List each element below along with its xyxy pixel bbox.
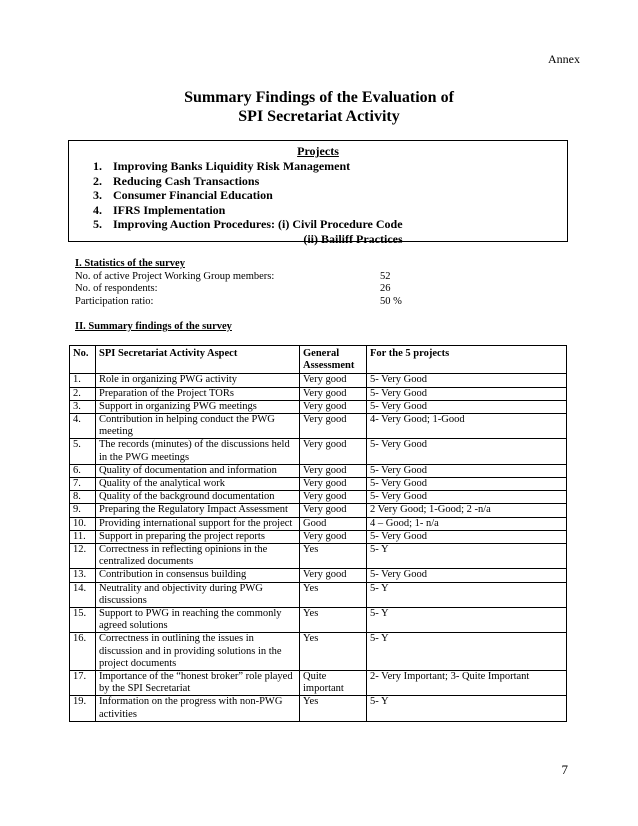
cell-aspect: Role in organizing PWG activity [96,374,300,387]
cell-general-assessment: Very good [300,387,367,400]
cell-projects: 5- Very Good [367,387,567,400]
cell-aspect: Providing international support for the project [96,517,300,530]
cell-aspect: Quality of the background documentation [96,491,300,504]
title-line-1: Summary Findings of the Evaluation of [184,89,454,106]
cell-projects: 5- Very Good [367,569,567,582]
stat-row [75,283,455,296]
table-row [70,530,567,543]
cell-general-assessment: Very good [300,491,367,504]
stat-label: No. of active Project Working Group members: [75,270,275,282]
cell-no: 8. [70,491,96,504]
summary-heading: II. Summary findings of the survey [75,321,232,332]
table-row [70,696,567,721]
statistics-heading: I. Statistics of the survey [75,258,185,269]
cell-projects: 5- Y [367,696,567,721]
cell-general-assessment: Very good [300,464,367,477]
cell-no: 15. [70,608,96,633]
cell-projects: 4- Very Good; 1-Good [367,414,567,439]
cell-aspect: Quality of documentation and information [96,464,300,477]
cell-no: 11. [70,530,96,543]
page-number: 7 [561,762,568,777]
cell-projects: 2- Very Important; 3- Quite Important [367,671,567,696]
cell-aspect: Preparation of the Project TORs [96,387,300,400]
project-text: Consumer Financial Education [113,188,273,203]
project-number: 1. [93,159,102,173]
stat-label: Participation ratio: [75,295,154,307]
cell-no: 7. [70,478,96,491]
cell-general-assessment: Yes [300,608,367,633]
project-text: Improving Banks Liquidity Risk Management [113,159,351,173]
cell-aspect: Quality of the analytical work [96,478,300,491]
cell-no: 12. [70,544,96,569]
table-row [70,387,567,400]
table-row [70,633,567,671]
cell-no: 1. [70,374,96,387]
cell-general-assessment: Yes [300,633,367,671]
cell-general-assessment: Yes [300,544,367,569]
cell-aspect: The records (minutes) of the discussions held in the PWG meetings [96,439,300,464]
project-text: Reducing Cash Transactions [113,173,260,188]
cell-projects: 4 – Good; 1- n/a [367,517,567,530]
header-no: No. [70,346,96,374]
cell-projects: 5- Very Good [367,530,567,543]
cell-projects: 5- Y [367,608,567,633]
table-row [70,544,567,569]
cell-aspect: Contribution in helping conduct the PWG meeting [96,414,300,439]
cell-general-assessment: Very good [300,478,367,491]
cell-aspect: Importance of the “honest broker” role played by the SPI Secretariat [96,671,300,696]
header-for-5-projects: For the 5 projects [367,346,567,374]
cell-aspect: Preparing the Regulatory Impact Assessment [96,504,300,517]
cell-general-assessment: Very good [300,504,367,517]
project-5-subitem: (ii) Bailiff Practices [303,231,403,246]
title-line-2: SPI Secretariat Activity [238,108,400,125]
table-row [70,504,567,517]
project-number: 5. [93,217,102,232]
cell-aspect: Contribution in consensus building [96,569,300,582]
table-row [70,400,567,413]
project-text: Improving Auction Procedures: (i) Civil Procedure Code [113,217,403,232]
table-row [70,414,567,439]
stat-value: 52 [380,270,391,282]
cell-general-assessment: Very good [300,374,367,387]
cell-no: 5. [70,439,96,464]
cell-projects: 5- Very Good [367,400,567,413]
cell-no: 19. [70,696,96,721]
table-row [70,478,567,491]
project-item [93,174,567,189]
stat-row [75,271,455,284]
cell-projects: 5- Very Good [367,464,567,477]
stat-label: No. of respondents: [75,283,158,294]
table-row [70,464,567,477]
cell-no: 17. [70,671,96,696]
table-row [70,569,567,582]
project-item [93,217,567,232]
table-row [70,491,567,504]
table-row [70,439,567,464]
project-item [93,203,567,218]
cell-projects: 5- Y [367,633,567,671]
table-body [70,374,567,721]
cell-no: 14. [70,582,96,607]
project-number: 3. [93,188,102,203]
cell-aspect: Support in preparing the project reports [96,530,300,543]
cell-projects: 5- Very Good [367,439,567,464]
cell-projects: 2 Very Good; 1-Good; 2 -n/a [367,504,567,517]
cell-no: 6. [70,464,96,477]
table-row [70,374,567,387]
project-item [93,188,567,203]
cell-general-assessment: Very good [300,439,367,464]
header-general-assessment: General Assessment [300,346,367,374]
cell-no: 3. [70,400,96,413]
cell-aspect: Support in organizing PWG meetings [96,400,300,413]
table-row [70,608,567,633]
cell-no: 16. [70,633,96,671]
projects-heading: Projects [297,144,339,158]
cell-general-assessment: Yes [300,582,367,607]
stat-value: 26 [380,283,391,294]
cell-projects: 5- Y [367,582,567,607]
cell-general-assessment: Yes [300,696,367,721]
cell-aspect: Neutrality and objectivity during PWG discussions [96,582,300,607]
cell-no: 9. [70,504,96,517]
header-aspect: SPI Secretariat Activity Aspect [96,346,300,374]
findings-table [69,345,567,722]
project-text: IFRS Implementation [113,202,226,217]
cell-no: 4. [70,414,96,439]
statistics-section [75,258,455,308]
cell-general-assessment: Very good [300,530,367,543]
cell-projects: 5- Very Good [367,491,567,504]
cell-no: 2. [70,387,96,400]
cell-aspect: Correctness in reflecting opinions in the centralized documents [96,544,300,569]
annex-label: Annex [548,52,580,66]
table-row [70,582,567,607]
page-title [0,88,638,126]
cell-no: 10. [70,517,96,530]
project-item [93,159,567,174]
table-row [70,517,567,530]
cell-general-assessment: Good [300,517,367,530]
project-number: 2. [93,173,102,188]
cell-general-assessment: Very good [300,400,367,413]
cell-no: 13. [70,569,96,582]
cell-projects: 5- Very Good [367,374,567,387]
cell-aspect: Information on the progress with non-PWG activities [96,696,300,721]
cell-projects: 5- Very Good [367,478,567,491]
projects-box [68,140,568,246]
project-number: 4. [93,202,102,217]
cell-general-assessment: Very good [300,414,367,439]
cell-general-assessment: Quite important [300,671,367,696]
cell-general-assessment: Very good [300,569,367,582]
table-header-row [70,346,567,374]
stat-row [75,296,455,309]
cell-aspect: Support to PWG in reaching the commonly agreed solutions [96,608,300,633]
projects-list [93,159,567,232]
stat-value: 50 % [380,295,402,307]
table-row [70,671,567,696]
cell-aspect: Correctness in outlining the issues in discussion and in providing solutions in the project documents [96,633,300,671]
cell-projects: 5- Y [367,544,567,569]
